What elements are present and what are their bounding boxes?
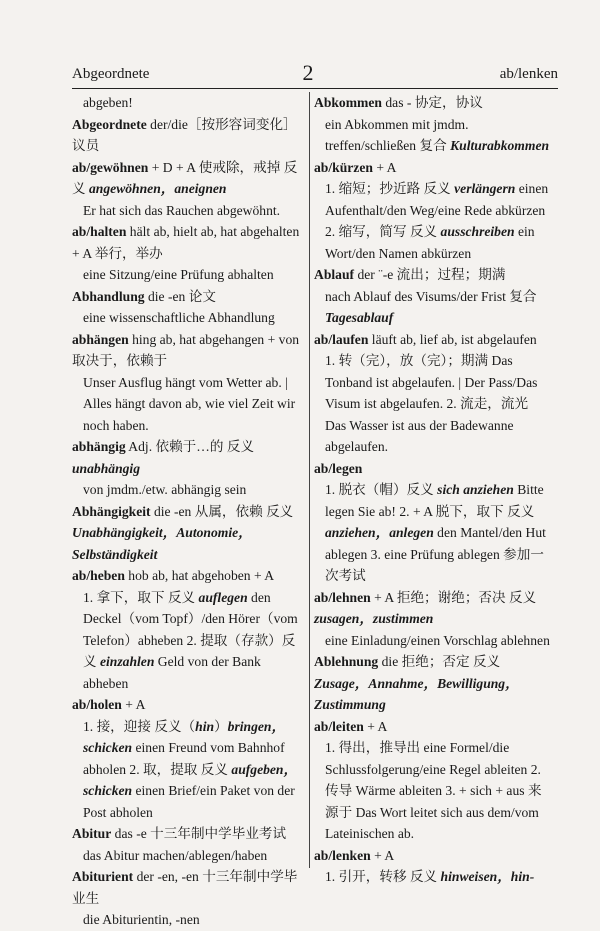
senses: 1. 脱衣（帽）反义 sich anziehen Bitte legen Sie ab! 2. + A 脱下，取下 反义 anziehen，anlegen den Mantel/den Hut ablegen 3. eine Prüfung ablegen 参加一次考试	[325, 482, 546, 583]
example: eine Einladung/einen Vorschlag ablehnen	[325, 632, 550, 648]
headword: Abiturient	[72, 869, 134, 884]
definition: die -en 论文	[144, 288, 216, 304]
senses: 1. 缩短；抄近路 反义 verlängern einen Aufenthalt/den Weg/eine Rede abkürzen 2. 缩写，简写 反义 ausschreiben ein Wort/den Namen abkürzen	[325, 181, 549, 261]
entry-abgeordnete	[72, 114, 308, 157]
example: das Abitur machen/ablegen/haben	[83, 847, 268, 863]
example: Unser Ausflug hängt vom Wetter ab. | Alles hängt davon ab, wie viel Zeit wir noch haben.	[83, 374, 296, 433]
compound: Tagesablauf	[325, 310, 394, 325]
entry-abhaengigkeit	[72, 501, 308, 566]
first-headword: Abgeordnete	[72, 66, 150, 82]
page-number: 2	[302, 60, 314, 85]
entry-abitur	[72, 823, 308, 866]
example: nach Ablauf des Visums/der Frist 复合 Tagesablauf	[325, 288, 537, 325]
entry-ab-legen	[314, 458, 550, 587]
definition: + A	[121, 697, 146, 712]
headword: ab/lehnen	[314, 589, 371, 605]
headword: abhängig	[72, 439, 126, 454]
headword: Abitur	[72, 826, 112, 841]
right-column	[314, 92, 550, 888]
headword: ab/halten	[72, 224, 127, 239]
antonym: anziehen，anlegen	[325, 525, 434, 540]
header-rule	[72, 88, 558, 89]
senses: 1. 转（完），放（完）；期满 Das Tonband ist abgelaufen. | Der Pass/Das Visum ist abgelaufen. 2. 流走，流光 Das Wasser ist aus der Badewanne abgelaufen.	[325, 353, 538, 454]
definition: läuft ab, lief ab, ist abgelaufen	[368, 331, 537, 347]
entry-abkommen	[314, 92, 550, 157]
headword: abhängen	[72, 331, 129, 347]
example: von jmdm./etw. abhängig sein	[83, 482, 247, 497]
definition: der -en, -en 十三年制中学毕业生	[72, 869, 298, 906]
entry-abiturient	[72, 866, 308, 931]
antonym: ausschreiben	[440, 224, 515, 239]
entry-abhaengig	[72, 436, 308, 501]
definition: die -en 从属，依赖 反义	[150, 503, 294, 519]
antonym: zusagen，zustimmen	[314, 611, 434, 626]
compound: Kulturabkommen	[450, 138, 550, 153]
definition: hält ab, hielt ab, hat abgehalten + A 举行，举办	[72, 224, 300, 261]
entry-ab-laufen	[314, 329, 550, 458]
definition: + A	[372, 159, 397, 175]
headword: Abkommen	[314, 95, 382, 110]
example: die Abiturientin, -nen	[83, 912, 200, 927]
headword: ab/gewöhnen	[72, 159, 149, 175]
example: Er hat sich das Rauchen abgewöhnt.	[83, 202, 281, 218]
senses: 1. 引开，转移 反义 hinweisen，hin-	[325, 869, 535, 884]
headword: Ablauf	[314, 267, 355, 282]
entry-ablauf	[314, 264, 550, 329]
definition: das -e 十三年制中学毕业考试	[111, 826, 287, 841]
headword: Abhandlung	[72, 288, 145, 304]
entry-ab-kuerzen	[314, 157, 550, 265]
antonym: hin	[195, 718, 215, 734]
entry-ablehnung	[314, 651, 550, 716]
definition: hing ab, hat abgehangen + von 取决于，依赖于	[72, 331, 300, 368]
entry-ab-leiten	[314, 716, 550, 845]
continued-example: abgeben!	[83, 95, 133, 110]
entry-ab-heben	[72, 565, 308, 694]
example: eine wissenschaftliche Abhandlung	[83, 310, 275, 325]
headword: Abhängigkeit	[72, 503, 151, 519]
definition: das - 协定，协议	[381, 95, 483, 110]
headword: ab/heben	[72, 568, 125, 583]
senses: 1. 得出，推导出 eine Formel/die Schlussfolgerung/eine Regel ableiten 2. 传导 Wärme ableiten 3. + sich + aus 来源于 Das Wort leitet sich aus dem/vom Lateinischen ab.	[325, 740, 542, 841]
definition: der/die［按形容词变化］议员	[72, 116, 297, 153]
headword: ab/holen	[72, 697, 122, 712]
entry-ab-lehnen	[314, 587, 550, 652]
left-column	[72, 92, 308, 931]
entry-abhandlung	[72, 286, 308, 329]
antonym: bringen，schicken	[83, 718, 286, 755]
definition: Adj. 依赖于…的 反义	[125, 439, 255, 454]
entry-ab-gewoehnen	[72, 157, 308, 222]
antonym: verlängern	[454, 181, 516, 196]
antonym: Zusage，Annahme，Bewilligung，Zustimmung	[314, 675, 519, 712]
antonym: angewöhnen，aneignen	[89, 181, 227, 196]
last-headword: ab/lenken	[499, 66, 558, 82]
antonym: aufgeben，schicken	[83, 761, 298, 798]
headword: Abgeordnete	[72, 116, 147, 132]
definition: die 拒绝；否定 反义	[378, 654, 501, 669]
antonym: auflegen	[198, 589, 248, 605]
antonym: Unabhängigkeit，Autonomie，Selbständigkeit	[72, 525, 252, 562]
definition: + A	[363, 718, 388, 734]
antonym: einzahlen	[100, 654, 155, 669]
antonym: hinweisen，hin-	[440, 869, 535, 884]
senses: 1. 拿下，取下 反义 auflegen den Deckel（vom Topf）/den Hörer（vom Telefon）abheben 2. 提取（存款）反义 einzahlen Geld von der Bank abheben	[83, 589, 298, 691]
senses: 1. 接，迎接 反义（hin）bringen，schicken einen Freund vom Bahnhof abholen 2. 取，提取 反义 aufgeben，schicken einen Brief/ein Paket von der Post abholen	[83, 718, 298, 820]
headword: Ablehnung	[314, 654, 379, 669]
definition: + D + A 使戒除，戒掉 反义	[72, 159, 298, 196]
antonym: unabhängig	[72, 460, 141, 476]
entry-ab-lenken	[314, 845, 550, 888]
definition: + A 拒绝；谢绝；否决 反义	[370, 589, 537, 605]
example: eine Sitzung/eine Prüfung abhalten	[83, 267, 274, 282]
definition: + A	[370, 847, 395, 863]
entry-ab-halten	[72, 221, 308, 286]
headword: ab/laufen	[314, 331, 369, 347]
example: ein Abkommen mit jmdm. treffen/schließen 复合 Kulturabkommen	[325, 116, 550, 153]
column-divider	[309, 92, 310, 868]
definition: hob ab, hat abgehoben + A	[124, 568, 275, 583]
headword: ab/lenken	[314, 847, 371, 863]
headword: ab/kürzen	[314, 159, 373, 175]
page-header	[72, 60, 558, 88]
entry-abhaengen	[72, 329, 308, 437]
headword: ab/leiten	[314, 718, 364, 734]
antonym: sich anziehen	[437, 482, 514, 497]
entry-ab-holen	[72, 694, 308, 823]
headword: ab/legen	[314, 460, 363, 476]
definition: der ¨-e 流出；过程；期满	[354, 267, 506, 282]
